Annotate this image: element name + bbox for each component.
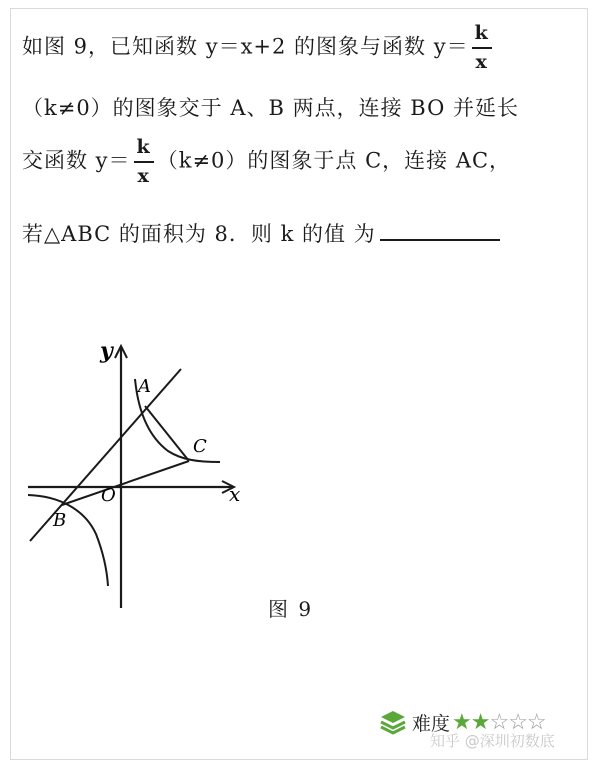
difficulty-label: 难度 [412, 712, 451, 735]
line-3-pre-text: 交函数 y＝ [22, 148, 131, 173]
line-3-post-text: （k≠0）的图象于点 C，连接 AC， [156, 148, 512, 173]
fraction-denominator: x [137, 165, 150, 187]
layers-icon [378, 707, 408, 737]
star-filled-icon: ★★ [452, 709, 490, 735]
fraction-numerator: k [472, 24, 492, 49]
star-empty-icon: ☆☆☆ [489, 709, 546, 735]
line-4-text: 若△ABC 的面积为 8．则 k 的值 为 [22, 222, 376, 246]
line-1-text: 如图 9，已知函数 y＝x+2 的图象与函数 y＝ [22, 34, 469, 59]
watermark: 知乎 @深圳初数底 [430, 732, 555, 750]
fraction-denominator: x [475, 51, 488, 73]
figure-caption: 图 9 [268, 597, 314, 621]
x-axis-label: x [229, 482, 241, 506]
problem-line-2: （k≠0）的图象交于 A、B 两点，连接 BO 并延长 [22, 96, 520, 120]
point-b-label: B [53, 510, 67, 531]
hyperbola-branch-q3 [28, 495, 108, 586]
y-axis-label: y [100, 338, 113, 364]
point-c-label: C [193, 436, 207, 457]
origin-label: O [101, 485, 116, 506]
fraction-numerator: k [134, 138, 154, 163]
point-a-label: A [138, 376, 151, 397]
